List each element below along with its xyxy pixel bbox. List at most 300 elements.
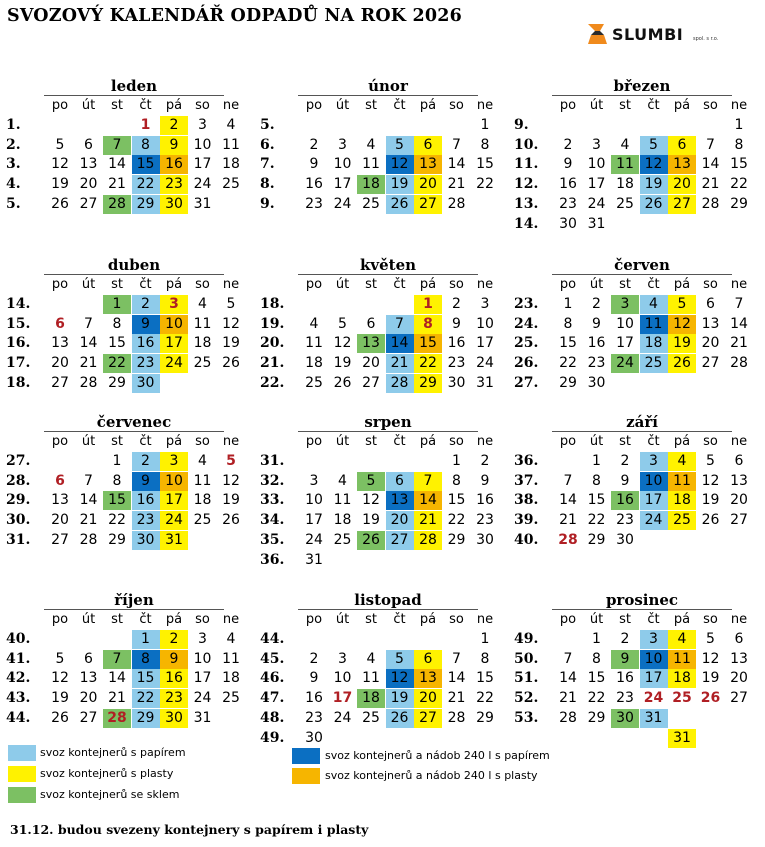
weekday-header: po <box>305 98 323 113</box>
calendar-day: 1 <box>414 295 442 314</box>
calendar-day: 7 <box>563 472 573 489</box>
weekday-header: so <box>703 434 718 449</box>
calendar-day: 6 <box>414 136 442 155</box>
calendar-day: 30 <box>160 195 188 214</box>
calendar-day: 18 <box>193 335 212 352</box>
calendar-day: 5 <box>55 650 65 667</box>
weekday-header: čt <box>393 98 406 113</box>
calendar-day: 5 <box>668 295 696 314</box>
calendar-day: 20 <box>79 690 98 707</box>
month-name: říjen <box>44 591 224 610</box>
calendar-day: 29 <box>559 374 577 391</box>
calendar-day: 27 <box>414 195 442 214</box>
month-name: červenec <box>44 413 224 432</box>
month-block <box>260 413 494 583</box>
calendar-day: 15 <box>587 670 606 687</box>
calendar-day: 15 <box>476 156 494 173</box>
weekday-header: čt <box>647 434 660 449</box>
week-number: 17. <box>6 355 31 372</box>
week-number: 45. <box>260 650 285 667</box>
calendar-day: 29 <box>587 531 606 548</box>
week-number: 38. <box>514 492 539 509</box>
calendar-day: 21 <box>559 690 577 707</box>
calendar-day: 4 <box>366 136 376 153</box>
calendar-day: 15 <box>414 334 442 353</box>
calendar-day: 16 <box>132 334 160 353</box>
weekday-header: pá <box>419 434 437 449</box>
calendar-day: 11 <box>640 315 668 334</box>
week-number: 36. <box>514 453 539 469</box>
calendar-day: 1 <box>480 117 490 133</box>
calendar-day: 10 <box>640 472 668 491</box>
calendar-day: 30 <box>611 709 639 728</box>
calendar-day: 21 <box>414 511 442 530</box>
calendar-day: 1 <box>480 631 490 647</box>
weekday-header: čt <box>139 612 152 627</box>
calendar-day: 29 <box>730 195 748 212</box>
weekday-header: pá <box>165 434 183 449</box>
calendar-day: 19 <box>386 689 414 708</box>
calendar-day: 12 <box>386 669 414 688</box>
week-number: 49. <box>514 631 539 647</box>
calendar-day: 8 <box>452 472 461 489</box>
calendar-day: 17 <box>305 512 323 529</box>
calendar-day: 25 <box>222 690 240 707</box>
calendar-day: 28 <box>414 531 442 550</box>
legend-label-paper: svoz kontejnerů s papírem <box>40 746 186 759</box>
calendar-day: 14 <box>701 156 720 173</box>
calendar-day: 10 <box>476 315 494 332</box>
week-number: 30. <box>6 512 31 529</box>
calendar-day: 27 <box>701 355 720 372</box>
month-name: červen <box>552 256 732 275</box>
month-block <box>514 591 748 761</box>
month-name: prosinec <box>552 591 732 610</box>
weekday-header: so <box>449 612 464 627</box>
calendar-day: 10 <box>640 650 668 669</box>
calendar-day: 15 <box>108 335 126 352</box>
calendar-day: 8 <box>480 650 490 667</box>
week-number: 35. <box>260 531 285 548</box>
calendar-day: 3 <box>338 136 347 153</box>
calendar-day: 18 <box>357 175 385 194</box>
week-number: 36. <box>260 551 285 568</box>
calendar-day: 28 <box>79 374 98 391</box>
calendar-day: 4 <box>309 315 319 332</box>
calendar-day: 14 <box>108 670 126 687</box>
calendar-day: 3 <box>160 295 188 314</box>
calendar-day: 31 <box>668 729 696 748</box>
weekday-header: po <box>305 612 323 627</box>
week-number: 18. <box>6 374 31 391</box>
calendar-day: 24 <box>333 709 352 726</box>
weekday-header: so <box>703 612 718 627</box>
weekday-header: čt <box>393 612 406 627</box>
calendar-day: 13 <box>386 491 414 510</box>
weekday-header: ne <box>730 98 748 113</box>
week-number: 9. <box>260 195 275 212</box>
calendar-day: 20 <box>730 492 748 509</box>
calendar-day: 7 <box>734 296 744 312</box>
calendar-day: 21 <box>108 690 126 707</box>
weekday-header: út <box>335 98 350 113</box>
calendar-day: 6 <box>414 650 442 669</box>
calendar-day: 3 <box>198 117 207 133</box>
calendar-day: 21 <box>730 335 748 352</box>
calendar-day: 17 <box>587 176 606 193</box>
calendar-day: 4 <box>198 453 207 469</box>
legend-label-paper240: svoz kontejnerů a nádob 240 l s papírem <box>325 749 550 762</box>
calendar-day: 21 <box>386 354 414 373</box>
week-number: 27. <box>514 374 539 391</box>
weekday-header: st <box>365 612 377 627</box>
weekday-header: čt <box>393 434 406 449</box>
calendar-day: 10 <box>616 315 634 332</box>
calendar-day: 15 <box>447 492 466 509</box>
weekday-header: út <box>589 277 604 292</box>
weekday-header: út <box>81 277 96 292</box>
calendar-day: 11 <box>668 650 696 669</box>
weekday-header: st <box>619 434 631 449</box>
week-number: 41. <box>6 650 31 667</box>
week-number: 46. <box>260 670 285 687</box>
week-number: 21. <box>260 355 285 372</box>
calendar-day: 23 <box>616 512 634 529</box>
calendar-day: 22 <box>476 690 494 707</box>
calendar-day: 20 <box>414 689 442 708</box>
calendar-day: 15 <box>476 670 494 687</box>
calendar-day: 15 <box>132 155 160 174</box>
calendar-day: 6 <box>668 136 696 155</box>
calendar-day: 5 <box>640 136 668 155</box>
calendar-day: 18 <box>222 156 240 173</box>
weekday-header: po <box>559 277 577 292</box>
calendar-day: 23 <box>305 195 323 212</box>
weekday-header: st <box>111 612 123 627</box>
weekday-header: ne <box>730 277 748 292</box>
weekday-header: út <box>81 434 96 449</box>
calendar-day: 3 <box>338 650 347 667</box>
legend-swatch-paper <box>8 745 36 761</box>
calendar-day: 25 <box>362 195 380 212</box>
week-number: 10. <box>514 136 539 153</box>
calendar-day: 23 <box>305 709 323 726</box>
calendar-day: 2 <box>620 453 630 469</box>
calendar-day: 9 <box>563 156 573 173</box>
calendar-day: 14 <box>559 492 577 509</box>
calendar-day: 24 <box>640 511 668 530</box>
weekday-header: pá <box>165 277 183 292</box>
weekday-header: st <box>619 98 631 113</box>
calendar-day: 24 <box>643 690 664 707</box>
calendar-day: 25 <box>222 176 240 193</box>
calendar-day: 11 <box>362 670 380 687</box>
calendar-day: 27 <box>668 195 696 214</box>
calendar-day: 16 <box>447 335 466 352</box>
calendar-day: 19 <box>701 670 720 687</box>
calendar-day: 6 <box>734 453 744 469</box>
week-number: 12. <box>514 176 539 193</box>
calendar-day: 5 <box>226 296 236 312</box>
calendar-day: 30 <box>132 531 160 550</box>
weekday-header: čt <box>139 434 152 449</box>
calendar-day: 22 <box>730 176 748 193</box>
weekday-header: po <box>51 612 69 627</box>
calendar-day: 10 <box>160 472 188 491</box>
calendar-day: 18 <box>222 670 240 687</box>
calendar-day: 19 <box>222 492 240 509</box>
calendar-day: 1 <box>734 117 744 133</box>
calendar-day: 26 <box>701 512 720 529</box>
calendar-day: 16 <box>559 176 577 193</box>
weekday-header: po <box>51 277 69 292</box>
calendar-day: 27 <box>386 531 414 550</box>
week-number: 9. <box>514 117 529 133</box>
calendar-day: 23 <box>447 355 466 372</box>
month-block <box>514 256 748 426</box>
calendar-day: 1 <box>452 453 461 469</box>
calendar-day: 12 <box>668 315 696 334</box>
week-number: 26. <box>514 355 539 372</box>
calendar-day: 16 <box>587 335 606 352</box>
weekday-header: út <box>335 277 350 292</box>
calendar-day: 23 <box>132 354 160 373</box>
week-number: 24. <box>514 315 539 332</box>
calendar-day: 27 <box>730 690 748 707</box>
calendar-day: 12 <box>222 315 240 332</box>
month-block <box>514 413 748 583</box>
month-name: duben <box>44 256 224 275</box>
week-number: 16. <box>6 335 31 352</box>
calendar-day: 10 <box>193 136 212 153</box>
calendar-day: 27 <box>79 709 98 726</box>
calendar-day: 7 <box>452 650 461 667</box>
weekday-header: ne <box>476 277 494 292</box>
calendar-day: 29 <box>476 709 494 726</box>
calendar-day: 20 <box>51 355 69 372</box>
week-number: 20. <box>260 335 285 352</box>
calendar-day: 2 <box>592 296 601 312</box>
calendar-day: 2 <box>563 136 573 153</box>
calendar-day: 7 <box>452 136 461 153</box>
calendar-day: 5 <box>706 453 715 469</box>
calendar-day: 2 <box>132 452 160 471</box>
calendar-day: 18 <box>640 334 668 353</box>
calendar-day: 19 <box>362 512 380 529</box>
calendar-day: 17 <box>332 690 353 707</box>
page-title: SVOZOVÝ KALENDÁŘ ODPADŮ NA ROK 2026 <box>7 6 463 26</box>
weekday-header: so <box>449 434 464 449</box>
calendar-day: 1 <box>140 117 151 133</box>
calendar-day: 8 <box>592 472 601 489</box>
legend-label-plastic240: svoz kontejnerů a nádob 240 l s plasty <box>325 769 538 782</box>
calendar-day: 25 <box>362 709 380 726</box>
calendar-day: 17 <box>640 669 668 688</box>
weekday-header: so <box>449 98 464 113</box>
calendar-day: 28 <box>447 195 466 212</box>
calendar-day: 22 <box>414 354 442 373</box>
week-number: 14. <box>514 215 539 232</box>
calendar-day: 24 <box>160 354 188 373</box>
weekday-header: pá <box>673 612 691 627</box>
legend-swatch-glass <box>8 787 36 803</box>
calendar-day: 16 <box>476 492 494 509</box>
calendar-day: 6 <box>55 472 65 489</box>
calendar-day: 29 <box>447 531 466 548</box>
calendar-day: 10 <box>333 670 352 687</box>
weekday-header: po <box>51 98 69 113</box>
month-block <box>260 256 494 426</box>
calendar-day: 14 <box>79 492 98 509</box>
calendar-day: 17 <box>640 491 668 510</box>
calendar-day: 1 <box>592 631 601 647</box>
calendar-day: 5 <box>386 136 414 155</box>
calendar-day: 14 <box>447 156 466 173</box>
calendar-day: 24 <box>193 690 212 707</box>
calendar-day: 11 <box>668 472 696 491</box>
calendar-day: 26 <box>700 690 721 707</box>
calendar-day: 31 <box>193 195 212 212</box>
calendar-day: 26 <box>51 709 69 726</box>
calendar-day: 9 <box>592 315 601 332</box>
weekday-header: ne <box>476 612 494 627</box>
calendar-day: 14 <box>730 315 748 332</box>
legend-label-plastic: svoz kontejnerů s plasty <box>40 767 174 780</box>
calendar-day: 26 <box>222 512 240 529</box>
week-number: 3. <box>6 156 21 173</box>
calendar-day: 13 <box>51 492 69 509</box>
calendar-day: 24 <box>587 195 606 212</box>
calendar-day: 2 <box>309 136 319 153</box>
calendar-day: 30 <box>305 729 323 746</box>
week-number: 37. <box>514 472 539 489</box>
weekday-header: po <box>559 612 577 627</box>
calendar-day: 16 <box>305 690 323 707</box>
calendar-day: 15 <box>103 491 131 510</box>
calendar-day: 17 <box>193 670 212 687</box>
calendar-day: 13 <box>51 335 69 352</box>
calendar-day: 26 <box>386 709 414 728</box>
calendar-day: 18 <box>333 512 352 529</box>
month-block <box>6 77 240 247</box>
weekday-header: ne <box>730 434 748 449</box>
calendar-day: 7 <box>103 136 131 155</box>
calendar-day: 14 <box>108 156 126 173</box>
week-number: 5. <box>6 195 21 212</box>
calendar-day: 26 <box>357 531 385 550</box>
weekday-header: út <box>81 612 96 627</box>
calendar-day: 12 <box>640 155 668 174</box>
month-name: září <box>552 413 732 432</box>
calendar-day: 11 <box>611 155 639 174</box>
calendar-day: 21 <box>79 512 98 529</box>
calendar-day: 25 <box>333 531 352 548</box>
calendar-day: 7 <box>706 136 715 153</box>
calendar-day: 13 <box>79 670 98 687</box>
calendar-day: 3 <box>640 630 668 649</box>
calendar-day: 16 <box>160 155 188 174</box>
calendar-day: 11 <box>305 335 323 352</box>
calendar-day: 8 <box>112 315 122 332</box>
calendar-day: 8 <box>132 136 160 155</box>
month-name: listopad <box>298 591 478 610</box>
calendar-day: 10 <box>587 156 606 173</box>
week-number: 22. <box>260 374 285 391</box>
legend-swatch-plastic240 <box>292 768 320 784</box>
weekday-header: ne <box>222 277 240 292</box>
calendar-day: 7 <box>386 315 414 334</box>
weekday-header: ne <box>222 98 240 113</box>
calendar-day: 5 <box>386 650 414 669</box>
calendar-day: 16 <box>132 491 160 510</box>
calendar-day: 15 <box>587 492 606 509</box>
calendar-day: 1 <box>103 295 131 314</box>
logo-subtext: spol. s r.o. <box>693 36 719 42</box>
week-number: 42. <box>6 670 31 687</box>
calendar-day: 18 <box>305 355 323 372</box>
calendar-day: 23 <box>559 195 577 212</box>
calendar-day: 14 <box>559 670 577 687</box>
month-name: březen <box>552 77 732 96</box>
week-number: 52. <box>514 690 539 707</box>
calendar-day: 12 <box>701 650 720 667</box>
calendar-day: 24 <box>333 195 352 212</box>
legend-swatch-paper240 <box>292 748 320 764</box>
calendar-day: 6 <box>84 650 93 667</box>
calendar-day: 9 <box>160 650 188 669</box>
weekday-header: čt <box>139 277 152 292</box>
calendar-day: 22 <box>587 690 606 707</box>
calendar-day: 22 <box>132 175 160 194</box>
month-block <box>514 77 748 247</box>
calendar-day: 20 <box>386 511 414 530</box>
calendar-day: 29 <box>108 531 126 548</box>
calendar-day: 3 <box>309 472 319 489</box>
calendar-day: 10 <box>305 492 323 509</box>
calendar-day: 12 <box>362 492 380 509</box>
calendar-day: 3 <box>198 631 207 647</box>
calendar-day: 27 <box>51 531 69 548</box>
week-number: 14. <box>6 296 31 312</box>
weekday-header: so <box>703 98 718 113</box>
month-block <box>260 77 494 247</box>
calendar-day: 6 <box>734 631 744 647</box>
weekday-header: st <box>365 98 377 113</box>
calendar-day: 24 <box>611 354 639 373</box>
weekday-header: ne <box>222 434 240 449</box>
calendar-day: 7 <box>103 650 131 669</box>
calendar-day: 18 <box>357 689 385 708</box>
calendar-day: 4 <box>620 136 630 153</box>
week-number: 7. <box>260 156 275 173</box>
calendar-day: 13 <box>414 669 442 688</box>
calendar-day: 4 <box>668 630 696 649</box>
week-number: 49. <box>260 729 285 746</box>
week-number: 48. <box>260 709 285 726</box>
calendar-day: 28 <box>79 531 98 548</box>
week-number: 25. <box>514 335 539 352</box>
calendar-day: 29 <box>132 709 160 728</box>
calendar-day: 8 <box>132 650 160 669</box>
calendar-day: 18 <box>668 491 696 510</box>
calendar-day: 30 <box>476 531 494 548</box>
calendar-day: 12 <box>333 335 352 352</box>
calendar-day: 19 <box>51 690 69 707</box>
calendar-day: 11 <box>222 136 240 153</box>
calendar-day: 26 <box>51 195 69 212</box>
calendar-day: 8 <box>734 136 744 153</box>
calendar-day: 2 <box>132 295 160 314</box>
